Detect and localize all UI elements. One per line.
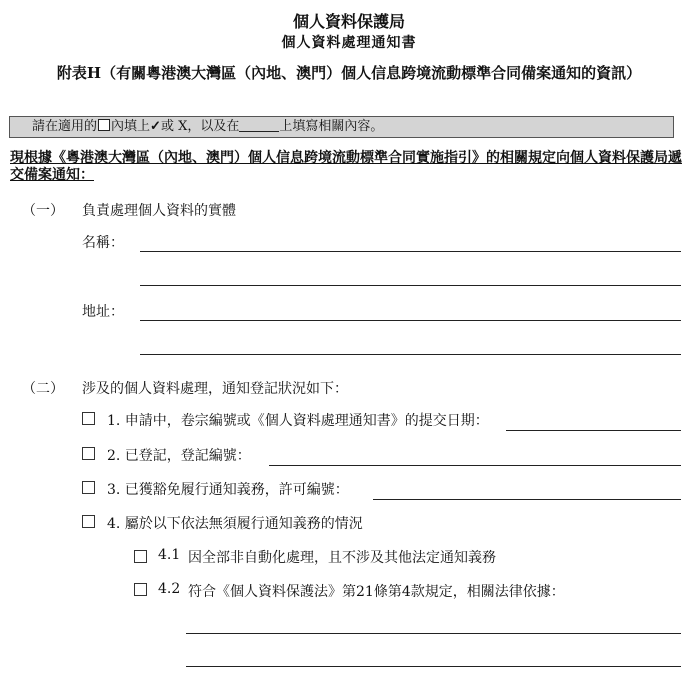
section2-number: （二） [22,381,64,397]
option3-field-line[interactable] [373,499,681,500]
option4-checkbox[interactable] [82,515,95,528]
option3-checkbox[interactable] [82,481,95,494]
legal-basis-field-line-2[interactable] [186,666,681,667]
option4-2-checkbox[interactable] [134,583,147,596]
instruction-bar [9,116,674,138]
section2-title: 涉及的個人資料處理，通知登記狀況如下： [82,381,348,397]
address-label: 地址： [82,304,124,320]
instruction-text-3: 或 X，以及在 [160,119,240,134]
option2-label: 2. 已登記，登記編號： [107,448,251,464]
address-field-line-2[interactable] [140,354,681,355]
declaration: 現根據《粵港澳大灣區（內地、澳門）個人信息跨境流動標準合同實施指引》的相關規定向個人資料保護局遞交備案通知： [10,150,682,183]
option3-label: 3. 已獲豁免履行通知義務，許可編號： [107,482,349,498]
name-field-line-2[interactable] [140,285,681,286]
annex-title: 附表H（有關粵港澳大灣區（內地、澳門）個人信息跨境流動標準合同備案通知的資訊） [56,64,642,82]
option4-1-number: 4.1 [158,547,181,563]
option1-checkbox[interactable] [82,412,95,425]
name-label: 名稱： [82,235,124,251]
blank-line-icon [239,119,279,132]
option4-label: 4. 屬於以下依法無須履行通知義務的情況 [107,516,363,532]
option4-1-label: 因全部非自動化處理，且不涉及其他法定通知義務 [188,550,496,566]
form-title: 個人資料處理通知書 [281,35,417,51]
section1-number: （一） [22,203,64,219]
option4-2-number: 4.2 [158,581,181,597]
section1-title: 負責處理個人資料的實體 [82,203,236,219]
option2-checkbox[interactable] [82,447,95,460]
check-mark-icon: ✓ [150,119,161,134]
address-field-line-1[interactable] [140,320,681,321]
option1-field-line[interactable] [506,430,681,431]
instruction-text-4: 上填寫相關內容。 [279,119,384,134]
office-title: 個人資料保護局 [292,12,405,31]
name-field-line-1[interactable] [140,251,681,252]
option2-field-line[interactable] [269,465,681,466]
legal-basis-field-line-1[interactable] [186,633,681,634]
option4-1-checkbox[interactable] [134,550,147,563]
option1-label: 1. 申請中，卷宗編號或《個人資料處理通知書》的提交日期： [107,413,489,429]
instruction-text-1: 請在適用的 [32,119,98,134]
option4-2-label: 符合《個人資料保護法》第21條第4款規定，相關法律依據： [188,584,565,600]
instruction-text-2: 內填上 [111,119,151,134]
checkbox-icon [98,119,110,131]
